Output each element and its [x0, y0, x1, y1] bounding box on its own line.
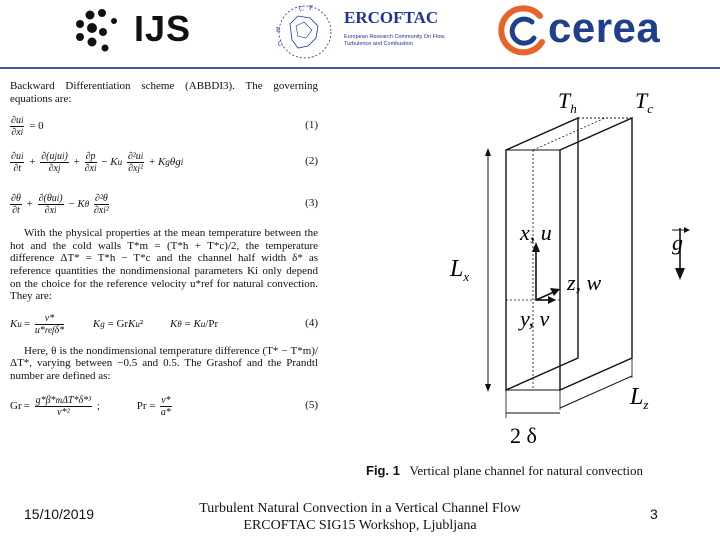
equation-1-number: (1) — [305, 119, 318, 132]
page-number: 3 — [650, 506, 658, 522]
svg-text:F: F — [309, 4, 313, 12]
theta-definition-paragraph: Here, θ is the nondimensional temperature difference (T* − T*m)/ΔT*, varying between −0.5 and 0.5. The Grashof and the Prandtl number are defined as: — [10, 344, 318, 382]
svg-text:R: R — [276, 26, 281, 34]
footer-title-line-2: ERCOFTAC SIG15 Workshop, Ljubljana — [243, 518, 477, 533]
channel-figure — [360, 78, 715, 478]
hot-wall-plate — [506, 118, 578, 390]
cold-wall-plate — [560, 118, 632, 390]
ijs-logo — [70, 6, 210, 56]
cerea-swirl-icon — [496, 4, 548, 56]
ercoftac-map-icon — [268, 2, 342, 62]
equation-5-number: (5) — [305, 398, 318, 411]
slide-header — [0, 0, 720, 68]
equation-5: Gr = $\frac{\text{g*β*mΔT*δ*³}}{\text{ν*²}}$ ; Pr = $\frac{\nu*}{a*}$ (5) — [10, 394, 318, 418]
label-xu: x, u — [520, 220, 552, 245]
equation-2-number: (2) — [305, 155, 318, 168]
lz-dimension-line — [560, 376, 632, 408]
equation-2: $\frac{\partial ui}{\partial t}$ + $\frac{\text{∂(ujui)}}{\partial xj}$ + $\frac{\partial p}{\partial xi}$ − Ku $\frac{\text{∂²ui}}{\text{∂xj²}}$ + Kgθgi (2) — [11, 151, 318, 175]
svg-text:C: C — [299, 5, 304, 13]
label-g: g — [672, 230, 683, 255]
label-2delta: 2 δ — [510, 423, 537, 448]
equation-1: $\frac{\partial ui}{\partial xi}$ = 0 (1) — [11, 115, 318, 139]
ercoftac-wordmark: ERCOFTAC — [344, 8, 439, 27]
equation-4-number: (4) — [305, 316, 318, 329]
label-th: $T_h$ — [558, 88, 577, 116]
label-lz: $L_z$ — [630, 384, 649, 412]
equation-4: Ku = $\frac{\nu*}{\text{u*refδ*}}$ Kg = GrKu² Kθ = Ku/Pr (4) — [10, 312, 318, 336]
ercoftac-subtitle: European Research Community On Flow, Turbulence and Combustion — [344, 34, 446, 47]
equation-3: $\frac{\partial\theta}{\partial t}$ + $\frac{\text{∂(θui)}}{\partial xi}$ − Kθ $\frac{\text{∂²θ}}{\text{∂xi²}}$ (3) — [11, 193, 318, 217]
physical-properties-paragraph: With the physical properties at the mean temperature between the hot and the cold walls T*m = (T*h + T*c)/2, the temperature difference ΔT* = T*h − T*c and the channel half width δ* as reference quantities the nondimensional parameters Ki only depend on the choice for the reference velocity u*ref for natural convection. They are: — [10, 227, 318, 303]
svg-text:C: C — [278, 40, 283, 48]
label-yv: y, v — [520, 306, 550, 331]
ercoftac-logo — [268, 2, 458, 64]
figure-caption-text: Vertical plane channel for natural convection — [409, 463, 643, 478]
label-tc: $T_c$ — [635, 88, 654, 116]
figure-caption-number: Fig. 1 — [366, 463, 400, 478]
label-zw: z, w — [567, 270, 602, 295]
ijs-dots-icon — [70, 6, 130, 56]
footer-title — [160, 500, 560, 534]
label-lx: $L_x$ — [450, 256, 470, 284]
cerea-wordmark: cerea — [548, 4, 661, 51]
footer-date: 15/10/2019 — [24, 506, 95, 522]
intro-paragraph: Backward Differentiation scheme (ABBDI3). The governing equations are: — [10, 80, 318, 105]
paper-text-column — [10, 80, 318, 427]
ijs-wordmark: IJS — [134, 8, 192, 49]
figure-caption — [366, 463, 706, 479]
header-divider — [0, 67, 720, 69]
cerea-logo — [496, 4, 686, 60]
footer-title-line-1: Turbulent Natural Convection in a Vertical Channel Flow — [199, 501, 521, 516]
equation-3-number: (3) — [305, 197, 318, 210]
